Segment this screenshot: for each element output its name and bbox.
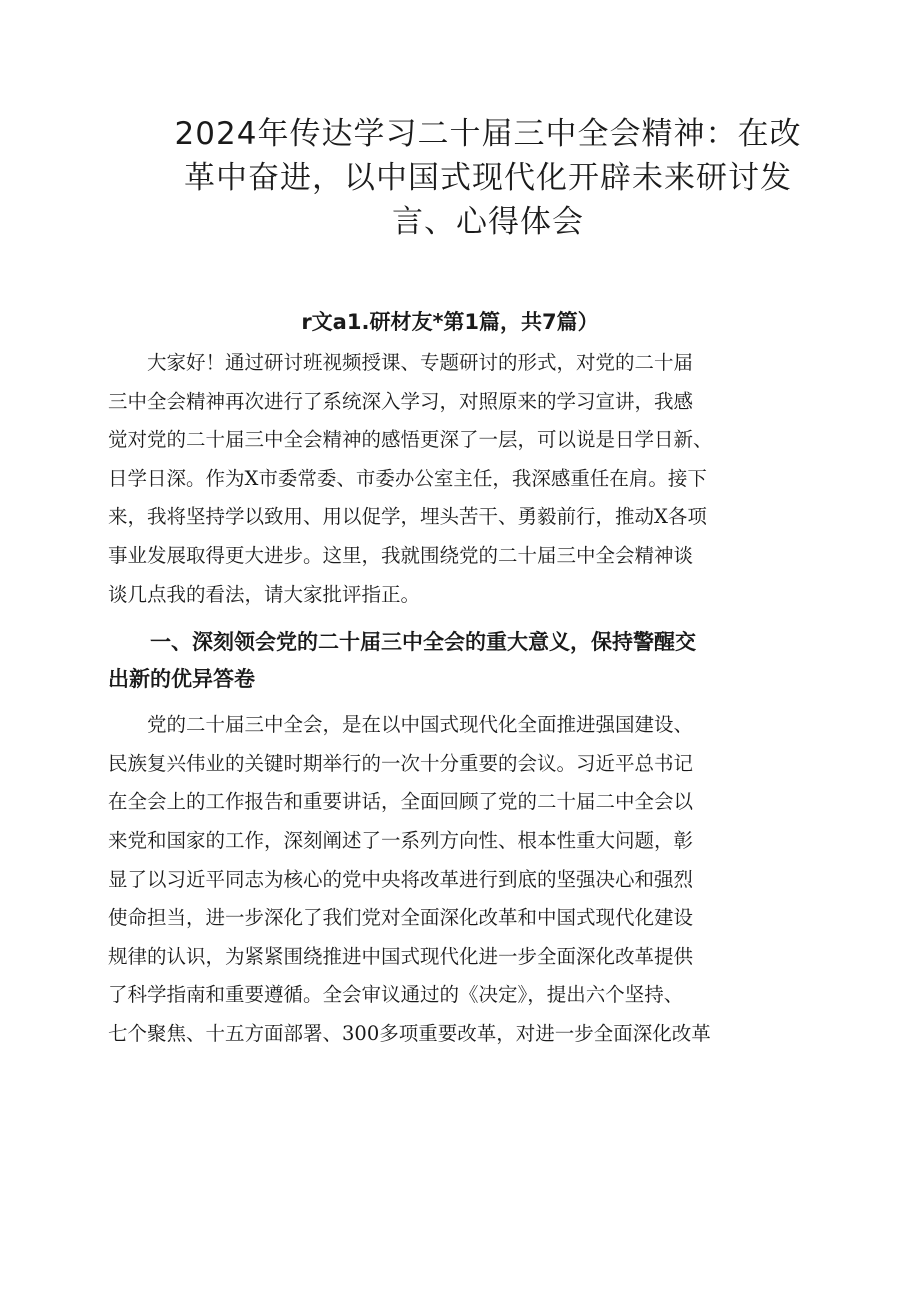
heading-line: 一、深刻领会党的二十届三中全会的重大意义，保持警醒交 — [108, 630, 696, 655]
text-line: 使命担当，进一步深化了我们党对全面深化改革和中国式现代化建设 — [108, 906, 694, 930]
document-title — [128, 112, 818, 244]
text-line: 民族复兴伟业的关键时期举行的一次十分重要的会议。习近平总书记 — [108, 751, 694, 775]
text-line: 三中全会精神再次进行了系统深入学习，对照原来的学习宣讲，我感 — [108, 389, 694, 413]
text-line: 来党和国家的工作，深刻阐述了一系列方向性、根本性重大问题，彰 — [108, 828, 694, 852]
text-line: 觉对党的二十届三中全会精神的感悟更深了一层，可以说是日学日新、 — [108, 428, 713, 452]
title-line: 言、心得体会 — [392, 204, 584, 240]
heading-line: 出新的优异答卷 — [108, 667, 255, 692]
section-heading — [108, 624, 792, 698]
text-line: 党的二十届三中全会，是在以中国式现代化全面推进强国建设、 — [108, 713, 694, 737]
text-line: 了科学指南和重要遵循。全会审议通过的《决定》，提出六个坚持、 — [108, 983, 684, 1007]
text-line: 谈几点我的看法，请大家批评指正。 — [108, 582, 421, 606]
document-subtitle: r文a1.研材友*第1篇，共7篇） — [301, 310, 599, 334]
text-line: 事业发展取得更大进步。这里，我就围绕党的二十届三中全会精神谈 — [108, 543, 694, 567]
body-paragraph — [108, 706, 792, 1053]
text-line: 显了以习近平同志为核心的党中央将改革进行到底的坚强决心和强烈 — [108, 867, 694, 891]
title-line: 2024年传达学习二十届三中全会精神：在改 — [174, 116, 802, 152]
text-line: 七个聚焦、十五方面部署、300多项重要改革，对进一步全面深化改革 — [108, 1021, 711, 1045]
title-line: 革中奋进，以中国式现代化开辟未来研讨发 — [184, 160, 792, 196]
text-line: 规律的认识，为紧紧围绕推进中国式现代化进一步全面深化改革提供 — [108, 944, 694, 968]
text-line: 日学日深。作为X市委常委、市委办公室主任，我深感重任在肩。接下 — [108, 466, 707, 490]
text-line: 在全会上的工作报告和重要讲话，全面回顾了党的二十届二中全会以 — [108, 790, 694, 814]
text-line: 来，我将坚持学以致用、用以促学，埋头苦干、勇毅前行，推动X各项 — [108, 505, 707, 529]
intro-paragraph — [108, 344, 792, 614]
text-line: 大家好！通过研讨班视频授课、专题研讨的形式，对党的二十届 — [108, 351, 694, 374]
